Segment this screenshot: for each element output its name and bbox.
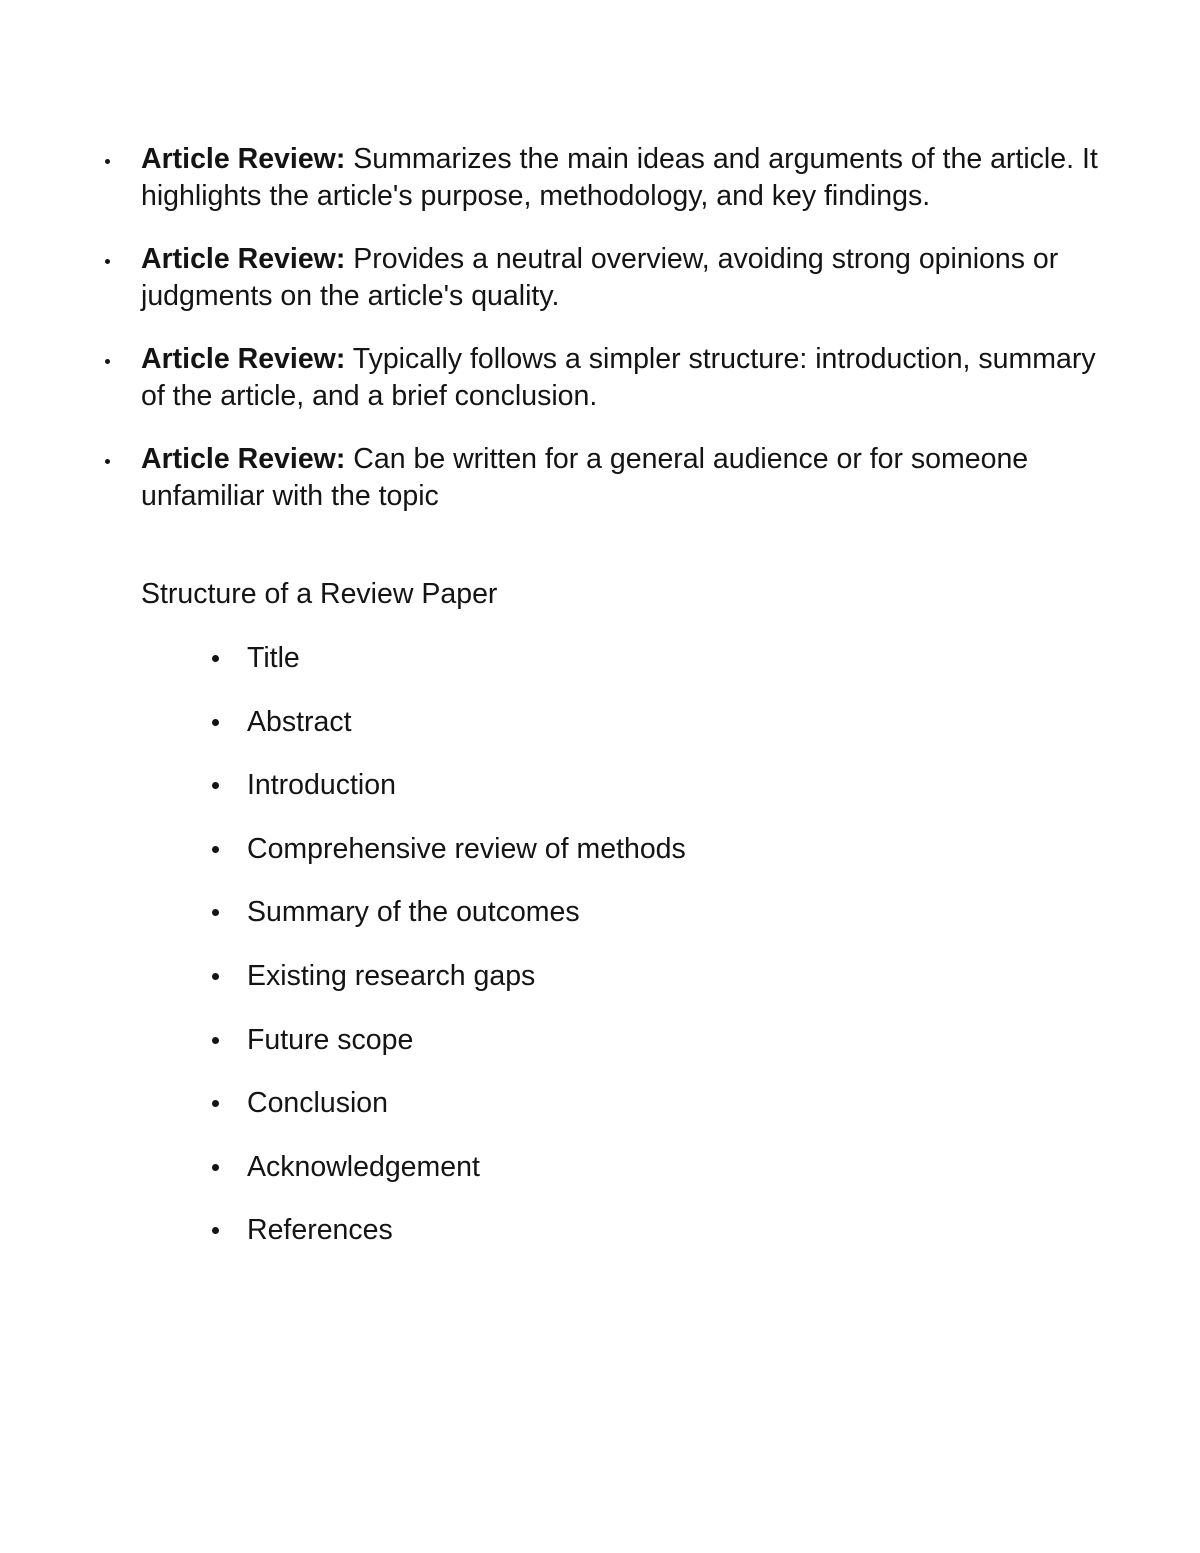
bullet-icon xyxy=(105,459,110,464)
list-item xyxy=(100,341,1100,414)
list-item xyxy=(100,441,1100,514)
structure-item-label: Future scope xyxy=(247,1023,414,1056)
structure-heading: Structure of a Review Paper xyxy=(141,578,498,610)
structure-item-label: Introduction xyxy=(247,769,396,802)
structure-item-label: Summary of the outcomes xyxy=(247,896,580,929)
list-item-term: Article Review: xyxy=(141,343,346,375)
structure-item-label: Abstract xyxy=(247,705,352,738)
list-item-term: Article Review: xyxy=(141,143,346,175)
list-item-text: Provides a neutral overview, avoiding strong opinions or judgments on the article's quality. xyxy=(141,243,1059,312)
structure-item-title xyxy=(208,640,686,676)
list-item-term: Article Review: xyxy=(141,243,346,275)
list-item xyxy=(100,241,1100,314)
bullet-icon xyxy=(212,655,219,662)
list-item xyxy=(100,141,1100,214)
bullet-icon xyxy=(212,846,219,853)
structure-item-label: Comprehensive review of methods xyxy=(247,832,686,865)
list-item-term: Article Review: xyxy=(141,443,346,475)
bullet-icon xyxy=(212,719,219,726)
structure-item-research-gaps xyxy=(208,958,686,994)
structure-item-conclusion xyxy=(208,1085,686,1121)
structure-item-label: References xyxy=(247,1214,393,1247)
structure-item-methods xyxy=(208,831,686,867)
structure-item-label: Conclusion xyxy=(247,1087,388,1120)
structure-item-references xyxy=(208,1212,686,1248)
bullet-icon xyxy=(212,1100,219,1107)
bullet-icon xyxy=(105,259,110,264)
bullet-icon xyxy=(105,159,110,164)
bullet-icon xyxy=(212,1164,219,1171)
structure-item-label: Acknowledgement xyxy=(247,1150,480,1183)
structure-item-acknowledgement xyxy=(208,1149,686,1185)
list-item-text: Can be written for a general audience or for someone unfamiliar with the topic xyxy=(141,443,1029,512)
bullet-icon xyxy=(105,359,110,364)
article-review-list xyxy=(100,141,1100,541)
structure-item-outcomes xyxy=(208,894,686,930)
structure-list xyxy=(208,640,686,1276)
structure-item-label: Title xyxy=(247,642,300,674)
bullet-icon xyxy=(212,1037,219,1044)
bullet-icon xyxy=(212,1227,219,1234)
structure-item-label: Existing research gaps xyxy=(247,959,536,992)
list-item-text: Typically follows a simpler structure: introduction, summary of the article, and a brief conclusion. xyxy=(141,343,1096,412)
bullet-icon xyxy=(212,782,219,789)
bullet-icon xyxy=(212,973,219,980)
structure-item-abstract xyxy=(208,704,686,740)
structure-item-future-scope xyxy=(208,1022,686,1058)
structure-item-introduction xyxy=(208,767,686,803)
bullet-icon xyxy=(212,909,219,916)
list-item-text: Summarizes the main ideas and arguments of the article. It highlights the article's purpose, methodology, and key findings. xyxy=(141,143,1098,212)
